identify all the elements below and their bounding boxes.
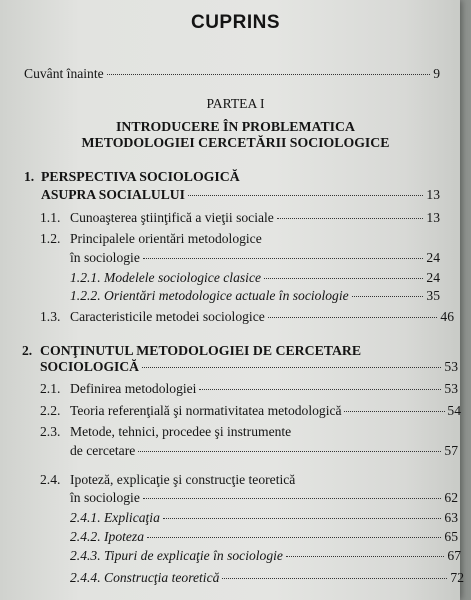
toc-entry-label-cont: în sociologie [70,250,140,265]
toc-entry-page: 35 [426,288,440,303]
dot-leader [199,389,441,390]
chapter-title-line2: ASUPRA SOCIALULUI [41,187,185,202]
toc-entry [70,288,440,304]
subsection-number: 1.2.2. [70,288,101,303]
toc-entry-label: Teoria referenţială şi normativitatea metodologică [70,403,342,418]
toc-entry [70,270,440,286]
toc-entry-page: 53 [444,381,458,396]
chapter-number: 1. [24,169,35,184]
dot-leader [222,578,447,579]
subsection-number: 2.4.3. [70,548,101,563]
toc-entry-page: 13 [426,187,440,202]
section-number: 2.2. [40,403,61,418]
dot-leader [163,518,442,519]
section-number: 1.1. [40,210,61,225]
dot-leader [107,74,431,75]
toc-entry-page: 57 [444,443,458,458]
toc-entry-label: Definirea metodologiei [70,381,197,396]
dot-leader [138,451,441,452]
dot-leader [188,195,424,196]
toc-entry-page: 54 [447,403,461,418]
page-title: CUPRINS [190,12,280,33]
toc-entry [70,309,454,325]
toc-entry-label: Modelele sociologice clasice [104,270,262,285]
toc-entry-page: 13 [426,210,440,225]
toc-entry [70,548,461,564]
toc-entry-label: Metode, tehnici, procedee şi instrumente [70,424,292,439]
subsection-number: 1.2.1. [70,270,101,285]
toc-entry [70,381,458,397]
toc-entry [70,570,464,586]
toc-entry-label: Construcţia teoretică [104,570,220,585]
toc-entry [70,490,458,506]
toc-entry-label: Principalele orientări metodologice [70,231,262,246]
chapter-number: 2. [22,343,33,358]
section-number: 1.3. [40,309,61,324]
section-number: 2.1. [40,381,61,396]
part-heading-line1: INTRODUCERE ÎN PROBLEMATICA [116,119,355,134]
subsection-number: 2.4.2. [70,529,101,544]
toc-entry [70,443,458,459]
toc-entry-label: Caracteristicile metodei sociologice [70,309,265,324]
toc-entry-page: 46 [440,309,454,324]
toc-entry-page: 24 [426,250,440,265]
toc-entry-page: 62 [444,490,458,505]
dot-leader [352,296,424,297]
dot-leader [147,537,441,538]
toc-entry [70,210,440,226]
toc-entry-label: Ipoteză, explicaţie şi construcţie teoretică [70,472,296,487]
chapter-title-line2: SOCIOLOGICĂ [40,359,139,374]
dot-leader [268,317,438,318]
dot-leader [277,218,424,219]
dot-leader [264,278,423,279]
section-number: 1.2. [40,231,61,246]
toc-entry-page: 53 [444,359,458,374]
toc-entry [70,529,458,545]
part-label: PARTEA I [206,96,265,111]
toc-entry-label: Explicaţia [104,510,160,525]
dot-leader [143,498,442,499]
toc-entry-label-cont: de cercetare [70,443,136,458]
chapter-title [41,187,440,203]
chapter-title-line1: PERSPECTIVA SOCIOLOGICĂ [41,169,240,184]
toc-entry [70,250,440,266]
toc-entry-label-cont: în sociologie [70,490,140,505]
dot-leader [143,258,424,259]
toc-entry-page: 67 [447,548,461,563]
toc-entry-page: 72 [450,570,464,585]
toc-entry-page: 63 [444,510,458,525]
dot-leader [344,411,446,412]
toc-entry-page: 65 [444,529,458,544]
subsection-number: 2.4.1. [70,510,101,525]
chapter-title [40,359,458,375]
subsection-number: 2.4.4. [70,570,101,585]
toc-entry-page: 24 [426,270,440,285]
toc-entry-label: Tipuri de explicaţie în sociologie [104,548,283,563]
toc-entry-label: Ipoteza [104,529,145,544]
toc-entry-foreword [24,66,440,82]
toc-entry-label: Orientări metodologice actuale în sociologie [104,288,349,303]
dot-leader [142,367,441,368]
toc-entry-label: Cuvânt înainte [24,66,104,81]
section-number: 2.4. [40,472,61,487]
section-number: 2.3. [40,424,61,439]
chapter-title-line1: CONŢINUTUL METODOLOGIEI DE CERCETARE [40,343,362,358]
toc-entry-page: 9 [433,66,440,81]
dot-leader [286,556,444,557]
toc-entry-label: Cunoaşterea ştiinţifică a vieţii sociale [70,210,274,225]
toc-entry [70,510,458,526]
part-heading-line2: METODOLOGIEI CERCETĂRII SOCIOLOGICE [81,135,390,150]
toc-entry [70,403,461,419]
